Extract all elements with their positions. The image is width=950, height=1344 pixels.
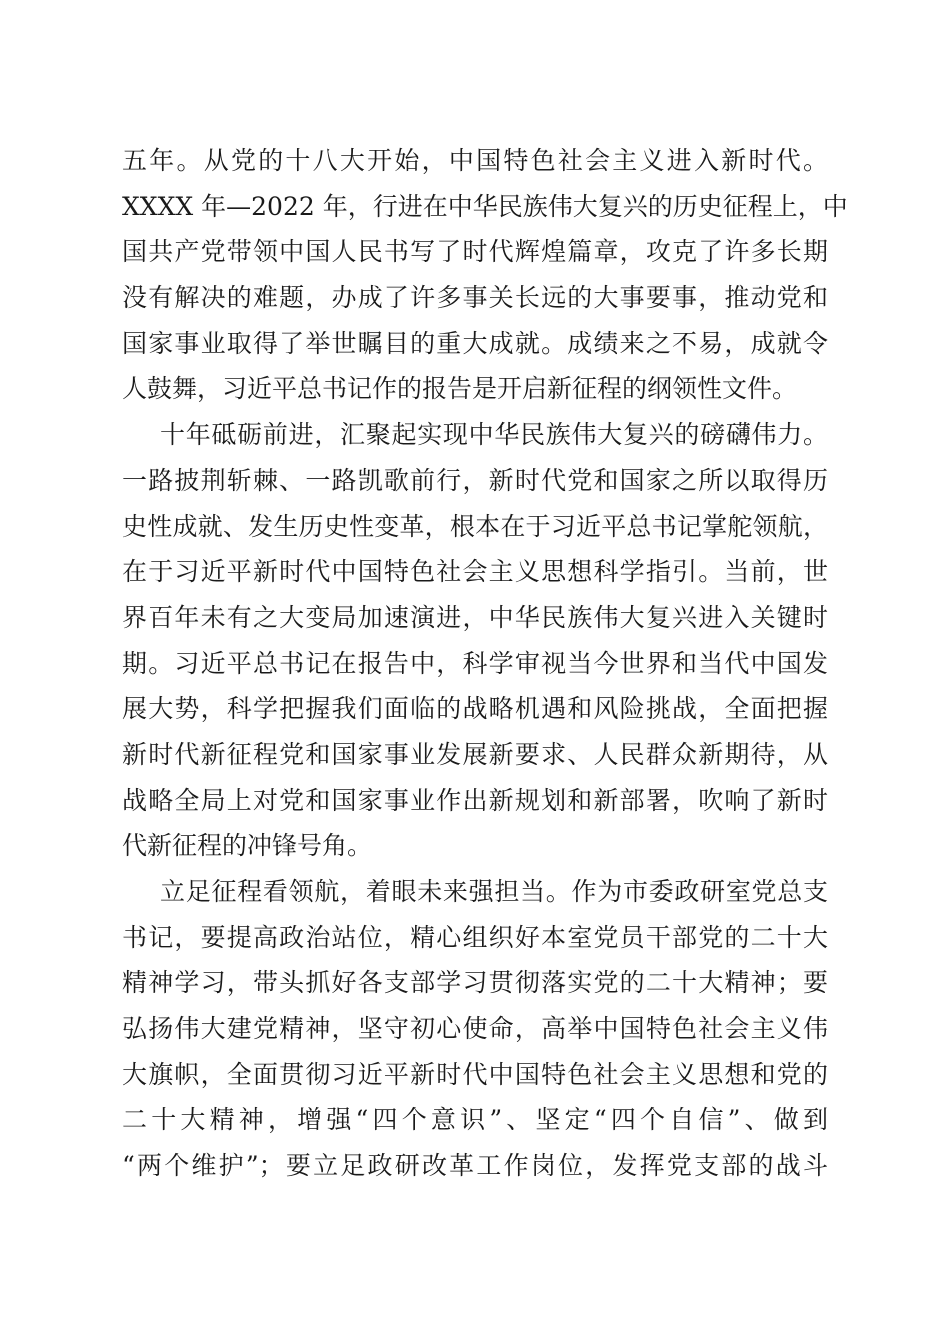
paragraph-line: 在于习近平新时代中国特色社会主义思想科学指引。当前，世 [122,557,828,587]
paragraph-line: 书记，要提高政治站位，精心组织好本室党员干部党的二十大 [122,922,828,952]
paragraph [122,138,848,412]
paragraph [122,869,828,1189]
paragraph-line: 没有解决的难题，办成了许多事关长远的大事要事，推动党和 [122,283,828,313]
paragraph-line: 弘扬伟大建党精神，坚守初心使命，高举中国特色社会主义伟 [122,1014,828,1044]
paragraph-line: 立足征程看领航，着眼未来强担当。作为市委政研室党总支 [160,877,828,906]
paragraph-line: 五年。从党的十八大开始，中国特色社会主义进入新时代。 [122,146,828,175]
paragraph-line: 史性成就、发生历史性变革，根本在于习近平总书记掌舵领航， [122,511,828,541]
paragraph-line: 一路披荆斩棘、一路凯歌前行，新时代党和国家之所以取得历 [122,465,828,495]
paragraph-line: 界百年未有之大变局加速演进，中华民族伟大复兴进入关键时 [122,602,828,632]
paragraph [122,412,828,869]
document-body [122,138,848,1189]
paragraph-line: 精神学习，带头抓好各支部学习贯彻落实党的二十大精神；要 [122,968,828,998]
paragraph-line: 展大势，科学把握我们面临的战略机遇和风险挑战，全面把握 [122,694,828,724]
paragraph-line: 大旗帜，全面贯彻习近平新时代中国特色社会主义思想和党的 [122,1059,828,1089]
paragraph-line: 期。习近平总书记在报告中，科学审视当今世界和当代中国发 [122,648,828,678]
paragraph-line: 国家事业取得了举世瞩目的重大成就。成绩来之不易，成就令 [122,328,828,358]
paragraph-line: 人鼓舞，习近平总书记作的报告是开启新征程的纲领性文件。 [122,374,798,404]
paragraph-line: 代新征程的冲锋号角。 [122,831,373,861]
paragraph-line: XXXX 年—2022 年，行进在中华民族伟大复兴的历史征程上，中 [122,191,848,221]
paragraph-line: 二十大精神，增强“四个意识”、坚定“四个自信”、做到 [122,1105,829,1135]
paragraph-line: 十年砥砺前进，汇聚起实现中华民族伟大复兴的磅礴伟力。 [160,420,828,450]
paragraph-line: 国共产党带领中国人民书写了时代辉煌篇章，攻克了许多长期 [122,237,828,267]
paragraph-line: “两个维护”；要立足政研改革工作岗位，发挥党支部的战斗 [122,1151,828,1181]
paragraph-line: 新时代新征程党和国家事业发展新要求、人民群众新期待，从 [122,739,828,769]
paragraph-line: 战略全局上对党和国家事业作出新规划和新部署，吹响了新时 [122,785,828,815]
